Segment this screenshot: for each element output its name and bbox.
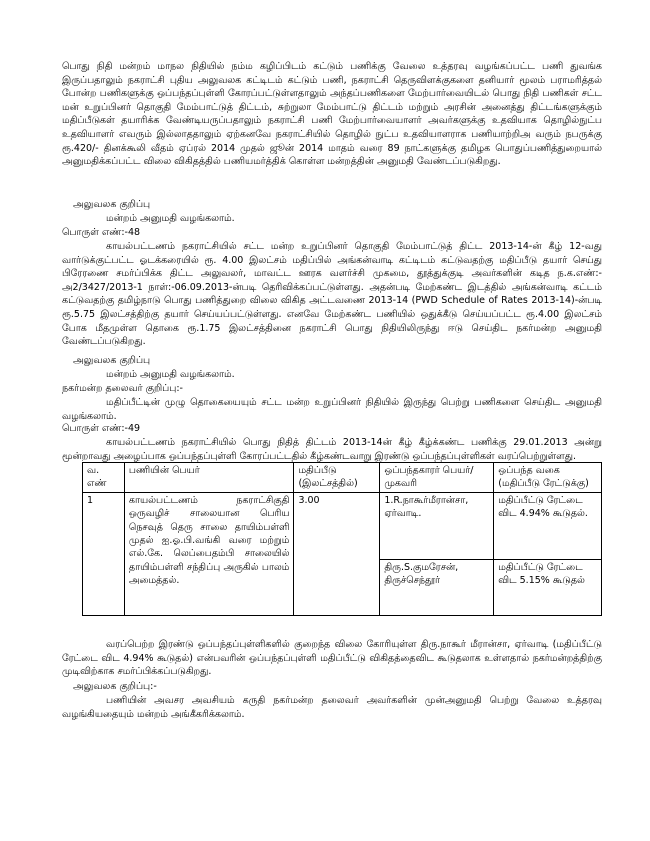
- permission-line: மன்றம் அனுமதி வழங்கலாம்.: [106, 369, 235, 380]
- paragraph-anganwadi: காயல்பட்டணம் நகராட்சியில் சட்ட மன்ற உறுப்பினர் தொகுதி மேம்பாட்டுத் திட்ட 2013-14-ன் கீழ் 12-வது வார்டுக்குட்பட்ட ஓடக்கரையில் ரூ. 4.00 இலட்சம் மதிப்பில் அங்கன்வாடி கட்டிடம் கட்டுவதற்கு மதிப்பீடு தயார் செய்து பிரேரணை சமர்ப்பிக்க திட்ட அலுவலர், மாவட்ட ஊரக வளர்ச்சி முகமை, தூத்துக்குடி அவர்களின் கடித ந.க.எண்:-அ2/3427/2013-1 நாள்:-06.09.2013-ன்படி தெரிவிக்கப்பட்டுள்ளது. அதன்படி மேற்கண்ட இடத்தில் அங்கன்வாடி கட்டம் கட்டுவதற்கு தமிழ்நாடு பொது பணித்துறை விலை விகித அட்டவணை 2013-14 (PWD Schedule of Rates 2013-14)-ன்படி ரூ.5.75 இலட்சத்திற்கு தயார் செய்யப்பட்டுள்ளது. எனவே மேற்கண்ட பணியில் ஒதுக்கீடு செய்யப்பட்ட ரூ.4.00 இலட்சம் போக மீதமுள்ள தொகை ரூ.1.75 இலட்சத்தினை நகராட்சி பொது நிதியிலிருந்து ஈடு செய்திட நகர்மன்ற அனுமதி வேண்டப்படுகிறது.: [62, 241, 602, 348]
- item-number-49: பொருள் எண்:-49: [62, 423, 141, 434]
- cell-work: காயல்பட்டணம் நகராட்சிகுதி ஒருவழிச் சாலையான பெரிய நெசவுத் தெரு சாலை தாயிம்பள்ளி முதல் ஐ.ஓ.பி.வங்கி வரை மற்றும் எல்.கே. லெப்பைதம்பி சாலையில் தாயிம்பள்ளி சந்திப்பு அருகில் பாலம் அமைத்தல்.: [124, 492, 294, 615]
- office-note-heading: அலுவலக குறிப்பு: [73, 199, 151, 210]
- cell-contractor-1: 1.R.நாகூர்மீரான்சா, ஏர்வாடி.: [380, 492, 494, 559]
- paragraph-lowest-bid: வரப்பெற்ற இரண்டு ஒப்பந்தப்புள்ளிகளில் குறைந்த விலை கோரியுள்ள திரு.நாகூர் மீரான்சா, ஏர்வாடி (மதிப்பீட்டு ரேட்டை விட 4.94% கூடுதல்) என்பவரின் ஒப்பந்தப்புள்ளி மதிப்பீட்டு விகிதத்தைவிட கூடுதலாக உள்ளதால் நகர்மன்றத்திற்கு முடிவிற்காக சமர்ப்பிக்கப்படுகிறது.: [62, 639, 602, 678]
- item-number-48: பொருள் எண்:-48: [62, 227, 141, 238]
- paragraph-tender: காயல்பட்டணம் நகராட்சியில் பொது நிதித் திட்டம் 2013-14ன் கீழ் கீழ்க்கண்ட பணிக்கு 29.01.2013 அன்று மூன்றாவது அழைப்பாக ஒப்பந்தப்புள்ளி கோரப்பட்டதில் கீழ்கண்டவாறு இரண்டு ஒப்பந்தப்புள்ளிகள் வரப்பெற்றுள்ளது.: [62, 437, 602, 462]
- paragraph-ratification: பணியின் அவசர அவசியம் கருதி நகர்மன்ற தலைவர் அவர்களின் முன்அனுமதி பெற்று வேலை உத்தரவு வழங்கியதையும் மன்றம் அங்கீகரிக்கலாம்.: [62, 695, 602, 720]
- tender-table: [82, 462, 602, 616]
- office-note-heading: அலுவலக குறிப்பு: [73, 355, 151, 366]
- header-contractor: ஒப்பந்தகாரர் பெயர்/முகவரி: [380, 463, 494, 493]
- table-header-row: [83, 463, 602, 493]
- cell-rate-2: மதிப்பீட்டு ரேட்டை விட 5.15% கூடுதல்: [494, 559, 602, 615]
- cell-sno: 1: [83, 492, 125, 615]
- permission-line: மன்றம் அனுமதி வழங்கலாம்.: [106, 213, 235, 224]
- header-work: பணியின் பெயர்: [124, 463, 294, 493]
- paragraph-chair-note: மதிப்பீட்டின் முழு தொகையையும் சட்ட மன்ற உறுப்பினர் நிதியில் இருந்து பெற்று பணிகளை செய்திட அனுமதி வழங்கலாம்.: [62, 397, 602, 422]
- office-note-heading: அலுவலக குறிப்பு:-: [73, 681, 157, 692]
- cell-estimate: 3.00: [294, 492, 380, 615]
- cell-contractor-2: திரு.S.குமரேசன், திருச்செந்தூர்: [380, 559, 494, 615]
- paragraph-work-supervision: பொது நிதி மன்றம் மாநல நிதியில் நம்ம கழிப்பிடம் கட்டும் பணிக்கு வேலை உத்தரவு வழங்கப்பட்ட பணி துவங்க இருப்பதாலும் நகராட்சி புதிய அலுவலக கட்டிடம் கட்டும் பணி, நகராட்சி தெருவிளக்குகளை தனியார் மூலம் பராமரித்தல் போன்ற பணிகளுக்கு ஒப்பந்தப்புள்ளி கோரப்பட்டுள்ளதாலும் அந்தப்பணிகளை மேற்பார்வையிடல் பொது நிதி பணிகள் சட்ட மன் உறுப்பினர் தொகுதி மேம்பாட்டுத் திட்டம், சுற்றுலா மேம்பாட்டு திட்டம் மற்றும் அரசின் அனைத்து திட்டங்களுக்கும் மதிப்பீடுகள் தயாரிக்க வேண்டியருப்பதாலும் நகராட்சி பணி மேற்பார்வையாளர் அவர்களுக்கு உதவியாக தொழில்நுட்ப உதவியாளர் எவரும் இல்லாததாலும் ஏற்கனவே நகராட்சியில் தொழில் நுட்ப உதவியாளராக பணியாற்றிஅ வரும் நபருக்கு ரூ.420/- தினக்கூலி வீதம் ஏப்ரல் 2014 முதல் ஜூன் 2014 மாதம் வரை 89 நாட்களுக்கு தமிழக பொதுப்பணித்துறையால் அனுமதிக்கப்பட்ட விலை விகிதத்தில் பணியமர்த்திக் கொள்ள மன்றத்தின் அனுமதி வேண்டப்படுகிறது.: [62, 61, 602, 168]
- header-sno: வ. எண்: [83, 463, 125, 493]
- header-rate: ஒப்பந்த வகை (மதிப்பீடு ரேட்டுக்கு): [494, 463, 602, 493]
- header-estimate: மதிப்பீடு (இலட்சத்தில்): [294, 463, 380, 493]
- chair-note-heading: நகர்மன்ற தலைவர் குறிப்பு:-: [62, 383, 183, 394]
- table-row: [83, 492, 602, 559]
- cell-rate-1: மதிப்பீட்டு ரேட்டை விட 4.94% கூடுதல்.: [494, 492, 602, 559]
